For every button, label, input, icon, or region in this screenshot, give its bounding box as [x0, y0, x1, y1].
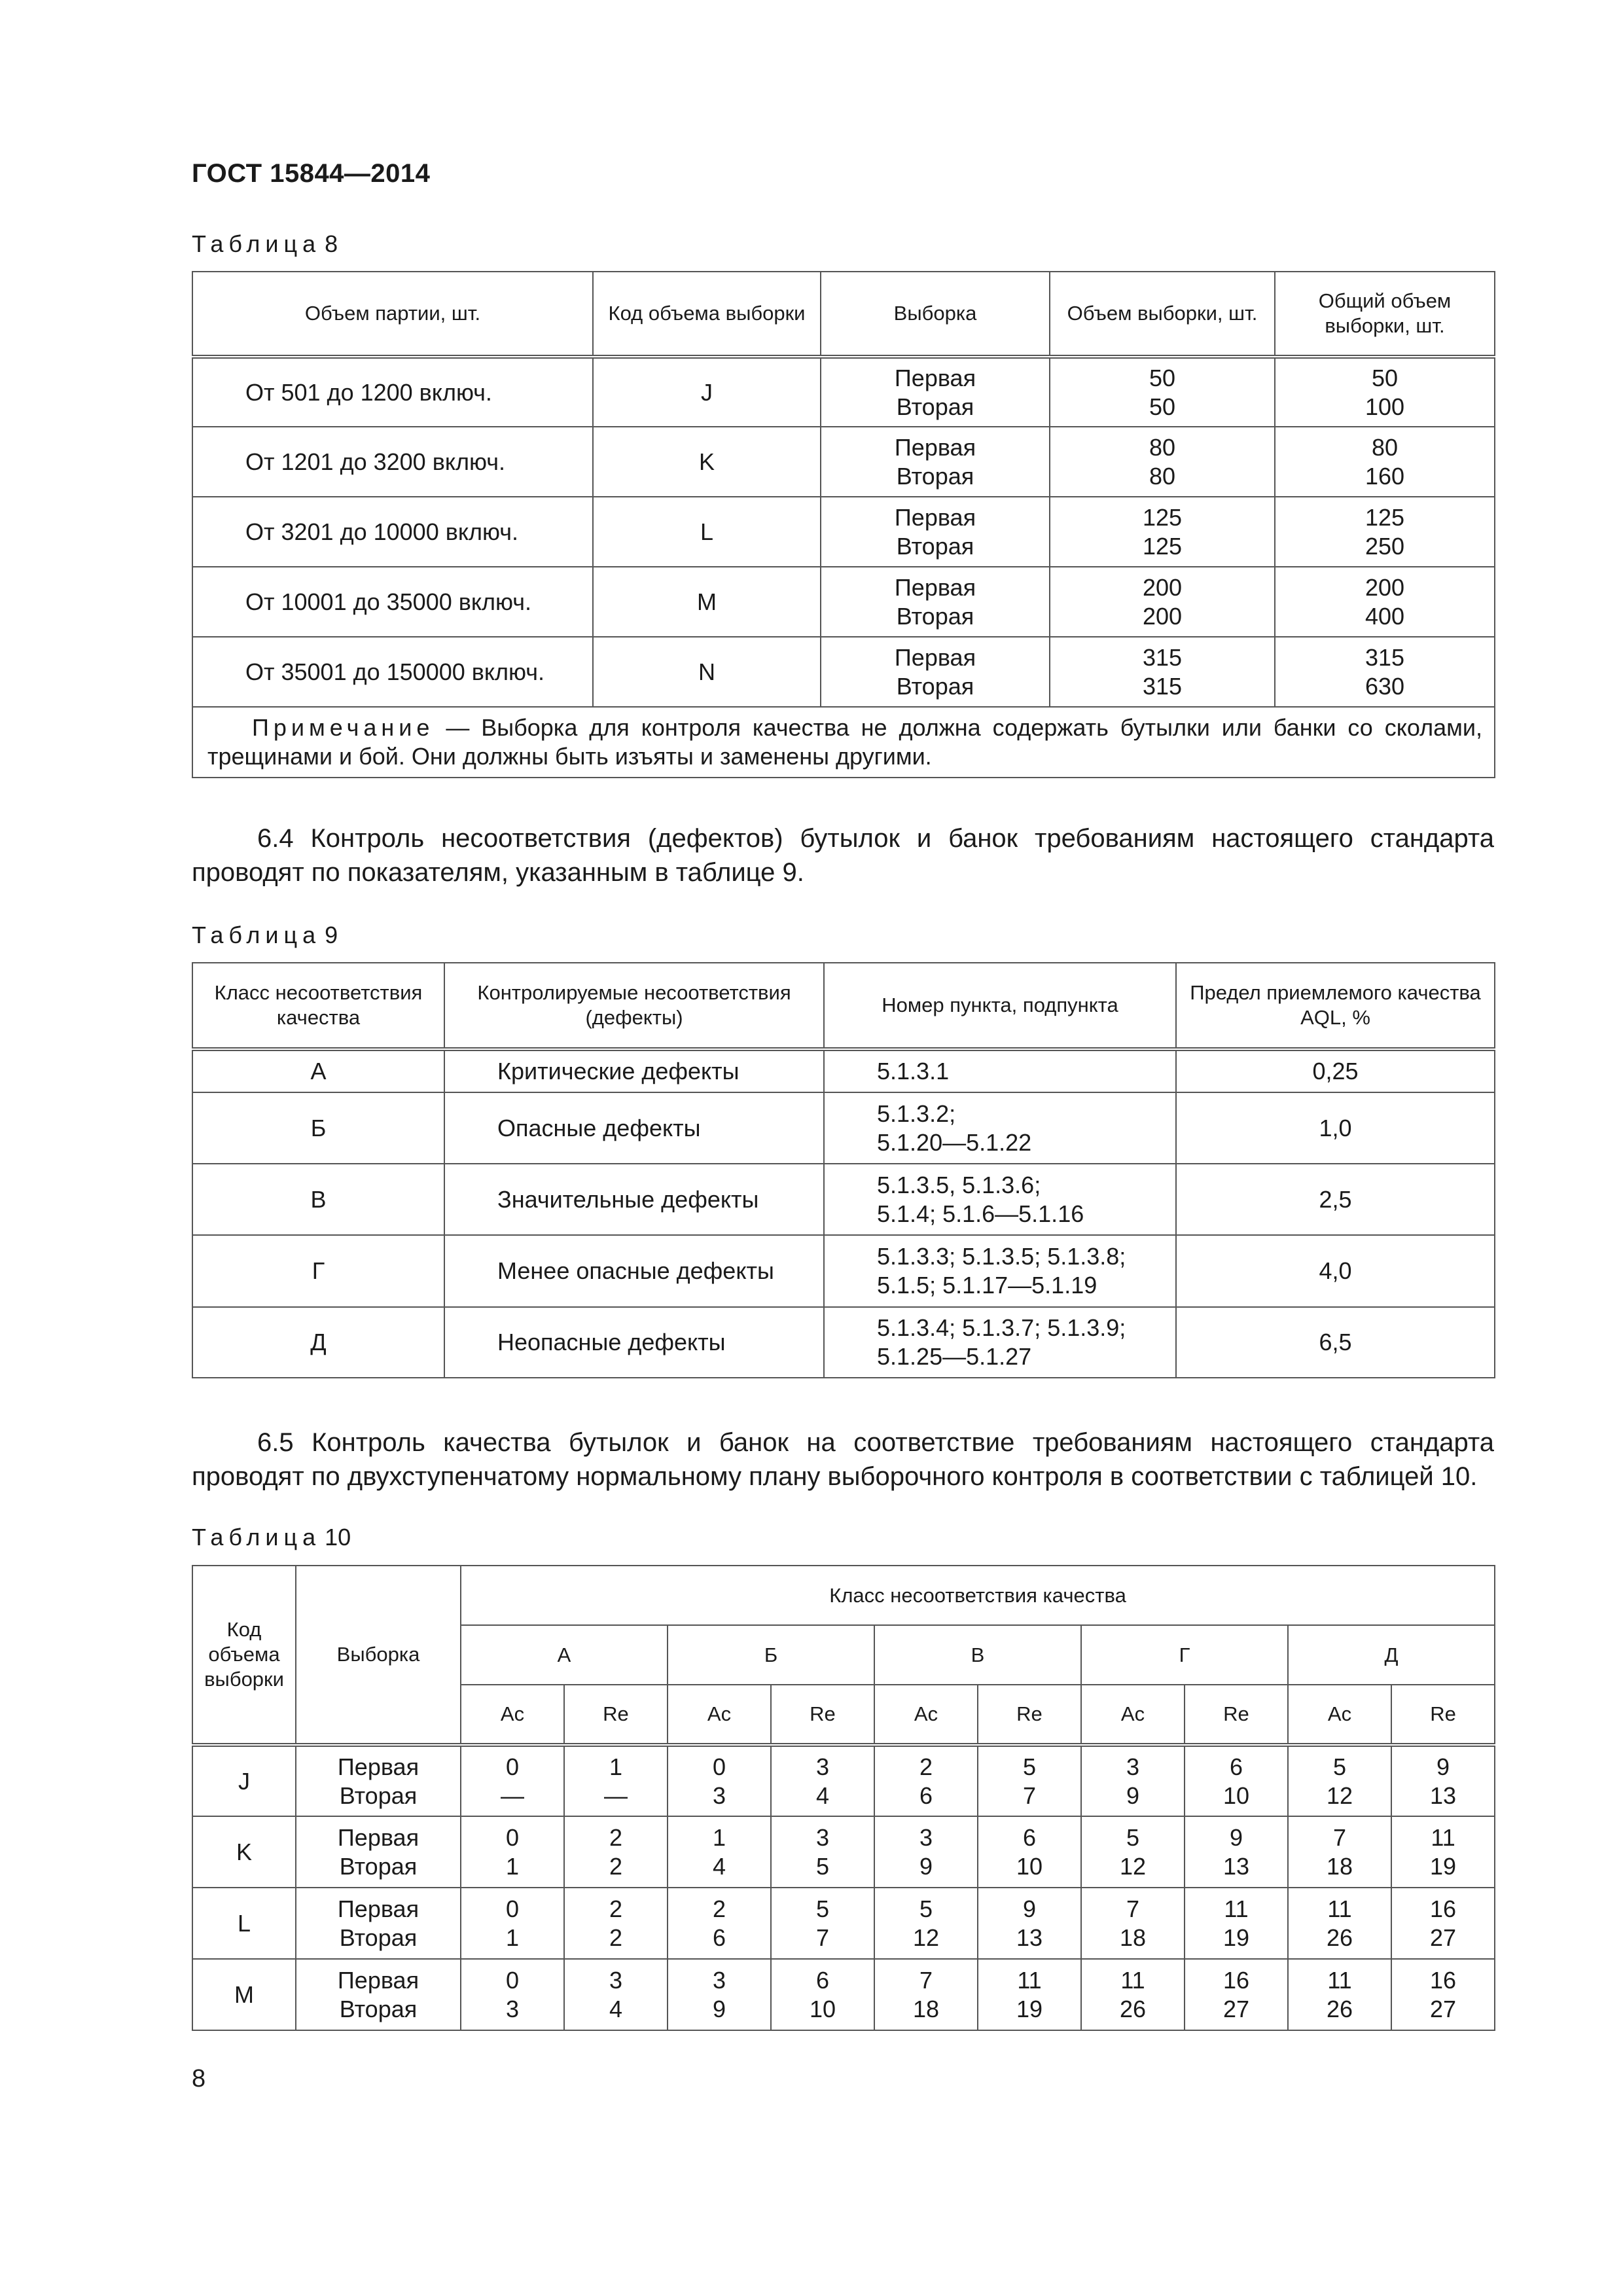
total-first: 80 — [1371, 433, 1399, 461]
table10-value-cell — [1081, 1888, 1185, 1959]
total-first: 315 — [1364, 643, 1405, 671]
value-first: 7 — [1332, 1823, 1347, 1851]
value-first: 5 — [1126, 1823, 1140, 1851]
value-second: — — [501, 1782, 524, 1809]
table-row — [192, 1888, 1495, 1959]
value-second: 12 — [912, 1924, 940, 1951]
value-second: 9 — [919, 1852, 933, 1880]
table8-total — [1275, 637, 1495, 707]
total-second: 100 — [1364, 393, 1405, 420]
value-first: 1 — [712, 1823, 726, 1851]
table-row — [192, 637, 1495, 707]
value-first: 11 — [1017, 1966, 1042, 1994]
value-second: 10 — [1016, 1852, 1043, 1880]
page-number: 8 — [192, 2065, 206, 2092]
sample-second: Вторая — [896, 672, 974, 700]
table10-value-cell — [1081, 1745, 1185, 1816]
table-row — [192, 1307, 1495, 1378]
sample-second: Вторая — [896, 602, 974, 630]
value-second: 13 — [1016, 1924, 1043, 1951]
size-second: 315 — [1142, 672, 1183, 700]
table10-value-cell — [668, 1816, 771, 1888]
sample-first: Первая — [337, 1753, 419, 1780]
table10-value-cell — [1185, 1959, 1288, 2030]
sample-first: Первая — [894, 433, 976, 461]
table10-code: K — [192, 1816, 296, 1888]
size-first: 125 — [1142, 503, 1183, 531]
table9-caption-number: 9 — [325, 922, 338, 948]
table10-code: M — [192, 1959, 296, 2030]
table9-defect: Опасные дефекты — [444, 1092, 824, 1164]
table8-code: K — [593, 427, 821, 497]
table-9 — [192, 962, 1495, 1378]
table9-header-class: Класс несоответствия качества — [192, 963, 444, 1049]
sample-first: Первая — [337, 1823, 419, 1851]
table8-sample — [821, 637, 1050, 707]
table10-caption-word: Таблица — [192, 1524, 321, 1551]
paragraph-6-5-text: 6.5 Контроль качества бутылок и банок на соответствие требованиям настоящего стандарта проводят по двухступенчатому нормальному плану выборочного контроля в соответствии с таблицей 10. — [192, 1428, 1494, 1491]
table10-ac-v: Ac — [874, 1685, 978, 1745]
value-second: 12 — [1326, 1782, 1353, 1809]
table9-class: Г — [192, 1235, 444, 1307]
sample-second: Вторая — [896, 532, 974, 560]
table8-caption-word: Таблица — [192, 230, 321, 257]
table9-header-aql: Предел приемлемого качества AQL, % — [1176, 963, 1495, 1049]
value-first: 6 — [1022, 1823, 1037, 1851]
value-second: 6 — [712, 1924, 726, 1951]
value-first: 2 — [609, 1823, 623, 1851]
size-second: 200 — [1142, 602, 1183, 630]
table10-value-cell — [668, 1959, 771, 2030]
clause-line: 5.1.3.1 — [877, 1058, 950, 1085]
value-first: 5 — [919, 1895, 933, 1922]
table10-code: J — [192, 1745, 296, 1816]
value-first: 9 — [1436, 1753, 1450, 1780]
table10-code: L — [192, 1888, 296, 1959]
value-first: 0 — [505, 1753, 520, 1780]
value-first: 6 — [1229, 1753, 1243, 1780]
table9-clause — [824, 1049, 1176, 1092]
clause-line: 5.1.3.4; 5.1.3.7; 5.1.3.9; — [877, 1314, 1126, 1341]
value-first: 5 — [1332, 1753, 1347, 1780]
table-row — [192, 1235, 1495, 1307]
sample-first: Первая — [894, 364, 976, 391]
sample-second: Вторая — [339, 1852, 418, 1880]
table10-value-cell — [771, 1745, 874, 1816]
clause-line: 5.1.3.3; 5.1.3.5; 5.1.3.8; — [877, 1243, 1126, 1270]
value-first: 2 — [609, 1895, 623, 1922]
sample-second: Вторая — [339, 1924, 418, 1951]
table10-caption — [192, 1524, 351, 1551]
table8-header-sample: Выборка — [821, 272, 1050, 357]
value-second: 9 — [712, 1995, 726, 2022]
table10-value-cell — [771, 1959, 874, 2030]
table-row — [192, 1164, 1495, 1235]
table10-value-cell — [461, 1816, 564, 1888]
table10-re-g: Re — [1185, 1685, 1288, 1745]
value-second: 26 — [1326, 1924, 1353, 1951]
table10-class-a: А — [461, 1625, 668, 1685]
table10-sample — [296, 1816, 461, 1888]
value-first: 16 — [1222, 1966, 1250, 1994]
value-first: 3 — [712, 1966, 726, 1994]
value-second: 19 — [1430, 1852, 1457, 1880]
table-8 — [192, 271, 1495, 778]
value-first: 1 — [609, 1753, 623, 1780]
value-second: 7 — [815, 1924, 830, 1951]
table9-header-clause: Номер пункта, подпункта — [824, 963, 1176, 1049]
table10-value-cell — [564, 1816, 668, 1888]
sample-second: Вторая — [896, 462, 974, 490]
table8-lot: От 1201 до 3200 включ. — [192, 427, 593, 497]
table9-class: В — [192, 1164, 444, 1235]
table10-value-cell — [978, 1959, 1081, 2030]
value-first: 11 — [1120, 1966, 1145, 1994]
table8-total — [1275, 567, 1495, 637]
table8-lot: От 3201 до 10000 включ. — [192, 497, 593, 567]
table10-header-code: Код объема выборки — [192, 1566, 296, 1745]
table10-value-cell — [978, 1745, 1081, 1816]
value-second: 10 — [809, 1995, 836, 2022]
total-first: 50 — [1371, 364, 1399, 391]
value-first: 5 — [815, 1895, 830, 1922]
table8-size — [1050, 357, 1275, 427]
clause-line: 5.1.20—5.1.22 — [877, 1128, 1032, 1156]
sample-first: Первая — [894, 643, 976, 671]
value-second: 2 — [609, 1924, 623, 1951]
sample-first: Первая — [894, 503, 976, 531]
table10-value-cell — [874, 1816, 978, 1888]
table-row — [192, 1092, 1495, 1164]
table8-header-lot: Объем партии, шт. — [192, 272, 593, 357]
table10-value-cell — [1185, 1745, 1288, 1816]
table10-value-cell — [461, 1888, 564, 1959]
table9-caption — [192, 922, 338, 949]
table8-header-total: Общий объем выборки, шт. — [1275, 272, 1495, 357]
table10-value-cell — [564, 1959, 668, 2030]
value-first: 11 — [1327, 1895, 1352, 1922]
table10-value-cell — [978, 1816, 1081, 1888]
value-second: 19 — [1222, 1924, 1250, 1951]
table10-header-class: Класс несоответствия качества — [461, 1566, 1495, 1625]
table10-re-d: Re — [1391, 1685, 1495, 1745]
table10-value-cell — [1391, 1888, 1495, 1959]
value-second: — — [604, 1782, 628, 1809]
table8-code: J — [593, 357, 821, 427]
clause-line: 5.1.3.2; — [877, 1100, 956, 1127]
table-row — [192, 427, 1495, 497]
table8-sample — [821, 497, 1050, 567]
value-first: 0 — [505, 1895, 520, 1922]
value-second: 4 — [609, 1995, 623, 2022]
table9-aql: 1,0 — [1176, 1092, 1495, 1164]
value-first: 9 — [1022, 1895, 1037, 1922]
table10-value-cell — [1391, 1959, 1495, 2030]
value-first: 0 — [505, 1966, 520, 1994]
value-second: 6 — [919, 1782, 933, 1809]
table10-sample — [296, 1959, 461, 2030]
table8-total — [1275, 357, 1495, 427]
paragraph-6-4-text: 6.4 Контроль несоответствия (дефектов) бутылок и банок требованиям настоящего стандарта проводят по показателям, указанным в таблице 9. — [192, 824, 1494, 887]
table9-aql: 2,5 — [1176, 1164, 1495, 1235]
value-first: 7 — [1126, 1895, 1140, 1922]
sample-second: Вторая — [896, 393, 974, 420]
table9-defect: Критические дефекты — [444, 1049, 824, 1092]
table10-value-cell — [1391, 1816, 1495, 1888]
table-row — [192, 497, 1495, 567]
table10-value-cell — [461, 1745, 564, 1816]
table10-re-b: Re — [771, 1685, 874, 1745]
table8-lot: От 501 до 1200 включ. — [192, 357, 593, 427]
table9-defect: Менее опасные дефекты — [444, 1235, 824, 1307]
value-first: 2 — [712, 1895, 726, 1922]
table10-value-cell — [564, 1888, 668, 1959]
table8-lot: От 35001 до 150000 включ. — [192, 637, 593, 707]
table10-value-cell — [1081, 1959, 1185, 2030]
size-second: 80 — [1149, 462, 1176, 490]
table10-ac-a: Ac — [461, 1685, 564, 1745]
document-header: ГОСТ 15844—2014 — [192, 159, 431, 188]
table9-aql: 6,5 — [1176, 1307, 1495, 1378]
size-second: 50 — [1149, 393, 1176, 420]
value-second: 19 — [1016, 1995, 1043, 2022]
sample-second: Вторая — [339, 1995, 418, 2022]
table9-clause — [824, 1307, 1176, 1378]
clause-line: 5.1.4; 5.1.6—5.1.16 — [877, 1200, 1084, 1227]
value-second: 7 — [1022, 1782, 1037, 1809]
table8-header-code: Код объема выборки — [593, 272, 821, 357]
table-row — [192, 1745, 1495, 1816]
table9-class: Д — [192, 1307, 444, 1378]
table10-ac-d: Ac — [1288, 1685, 1391, 1745]
table-row — [192, 567, 1495, 637]
value-first: 0 — [712, 1753, 726, 1780]
value-first: 3 — [919, 1823, 933, 1851]
table9-class: Б — [192, 1092, 444, 1164]
value-second: 12 — [1119, 1852, 1147, 1880]
table8-code: N — [593, 637, 821, 707]
table10-value-cell — [1391, 1745, 1495, 1816]
value-second: 4 — [815, 1782, 830, 1809]
value-second: 27 — [1222, 1995, 1250, 2022]
table9-caption-word: Таблица — [192, 922, 321, 948]
clause-line: 5.1.3.5, 5.1.3.6; — [877, 1171, 1041, 1198]
value-first: 11 — [1431, 1823, 1455, 1851]
table9-defect: Значительные дефекты — [444, 1164, 824, 1235]
table9-defect: Неопасные дефекты — [444, 1307, 824, 1378]
value-second: 13 — [1430, 1782, 1457, 1809]
table10-class-v: В — [874, 1625, 1081, 1685]
clause-line: 5.1.25—5.1.27 — [877, 1343, 1032, 1370]
total-second: 400 — [1364, 602, 1405, 630]
size-first: 50 — [1149, 364, 1176, 391]
table10-value-cell — [874, 1745, 978, 1816]
value-second: 10 — [1222, 1782, 1250, 1809]
table8-sample — [821, 567, 1050, 637]
total-first: 125 — [1364, 503, 1405, 531]
table10-value-cell — [564, 1745, 668, 1816]
sample-second: Вторая — [339, 1782, 418, 1809]
value-second: 1 — [505, 1924, 520, 1951]
table10-caption-number: 10 — [325, 1524, 351, 1551]
value-first: 11 — [1224, 1895, 1249, 1922]
size-first: 315 — [1142, 643, 1183, 671]
sample-first: Первая — [894, 573, 976, 601]
value-second: 18 — [1326, 1852, 1353, 1880]
table10-header-sample: Выборка — [296, 1566, 461, 1745]
table10-ac-g: Ac — [1081, 1685, 1185, 1745]
total-second: 250 — [1364, 532, 1405, 560]
table10-value-cell — [1288, 1745, 1391, 1816]
table10-value-cell — [874, 1888, 978, 1959]
value-first: 16 — [1430, 1895, 1457, 1922]
value-second: 3 — [505, 1995, 520, 2022]
table8-caption-number: 8 — [325, 230, 338, 257]
value-first: 3 — [609, 1966, 623, 1994]
table9-aql: 4,0 — [1176, 1235, 1495, 1307]
table-row — [192, 1816, 1495, 1888]
table10-value-cell — [668, 1888, 771, 1959]
sample-first: Первая — [337, 1966, 419, 1994]
table8-lot: От 10001 до 35000 включ. — [192, 567, 593, 637]
value-second: 2 — [609, 1852, 623, 1880]
table9-class: А — [192, 1049, 444, 1092]
table10-value-cell — [461, 1959, 564, 2030]
table8-total — [1275, 497, 1495, 567]
table9-aql: 0,25 — [1176, 1049, 1495, 1092]
table10-re-v: Re — [978, 1685, 1081, 1745]
table10-value-cell — [1081, 1816, 1185, 1888]
sample-first: Первая — [337, 1895, 419, 1922]
total-second: 630 — [1364, 672, 1405, 700]
table-10 — [192, 1565, 1495, 2031]
table10-value-cell — [1185, 1816, 1288, 1888]
table10-re-a: Re — [564, 1685, 668, 1745]
note-text: — Выборка для контроля качества не должна содержать бутылки или банки со сколами, трещинами и бой. Они должны быть изъяты и заменены другими. — [207, 714, 1482, 770]
table9-clause — [824, 1164, 1176, 1235]
table9-clause — [824, 1092, 1176, 1164]
table-row — [192, 1959, 1495, 2030]
table-row — [192, 1049, 1495, 1092]
value-first: 2 — [919, 1753, 933, 1780]
value-first: 0 — [505, 1823, 520, 1851]
table8-size — [1050, 427, 1275, 497]
table8-total — [1275, 427, 1495, 497]
value-second: 27 — [1430, 1995, 1457, 2022]
value-second: 1 — [505, 1852, 520, 1880]
table10-class-g: Г — [1081, 1625, 1288, 1685]
table-row — [192, 357, 1495, 427]
table8-size — [1050, 497, 1275, 567]
table10-value-cell — [771, 1888, 874, 1959]
table10-value-cell — [1288, 1816, 1391, 1888]
value-first: 7 — [919, 1966, 933, 1994]
table9-clause — [824, 1235, 1176, 1307]
table8-size — [1050, 637, 1275, 707]
table8-code: M — [593, 567, 821, 637]
table10-value-cell — [1288, 1888, 1391, 1959]
clause-line: 5.1.5; 5.1.17—5.1.19 — [877, 1272, 1097, 1299]
value-second: 4 — [712, 1852, 726, 1880]
total-first: 200 — [1364, 573, 1405, 601]
size-first: 200 — [1142, 573, 1183, 601]
value-second: 26 — [1119, 1995, 1147, 2022]
table10-value-cell — [1185, 1888, 1288, 1959]
table8-sample — [821, 357, 1050, 427]
value-second: 18 — [1119, 1924, 1147, 1951]
table10-class-b: Б — [668, 1625, 874, 1685]
table8-code: L — [593, 497, 821, 567]
table10-value-cell — [874, 1959, 978, 2030]
value-first: 3 — [1126, 1753, 1140, 1780]
value-second: 27 — [1430, 1924, 1457, 1951]
value-second: 5 — [815, 1852, 830, 1880]
value-first: 5 — [1022, 1753, 1037, 1780]
table8-sample — [821, 427, 1050, 497]
table10-class-d: Д — [1288, 1625, 1495, 1685]
value-first: 3 — [815, 1753, 830, 1780]
paragraph-6-4 — [192, 821, 1494, 889]
table10-ac-b: Ac — [668, 1685, 771, 1745]
size-first: 80 — [1149, 433, 1176, 461]
table10-sample — [296, 1745, 461, 1816]
table10-value-cell — [668, 1745, 771, 1816]
table8-note — [192, 707, 1495, 778]
value-first: 16 — [1430, 1966, 1457, 1994]
total-second: 160 — [1364, 462, 1405, 490]
value-second: 26 — [1326, 1995, 1353, 2022]
value-first: 11 — [1327, 1966, 1352, 1994]
value-second: 9 — [1126, 1782, 1140, 1809]
value-first: 3 — [815, 1823, 830, 1851]
table10-value-cell — [1288, 1959, 1391, 2030]
table8-caption — [192, 230, 338, 258]
value-first: 9 — [1229, 1823, 1243, 1851]
table8-size — [1050, 567, 1275, 637]
table10-value-cell — [978, 1888, 1081, 1959]
size-second: 125 — [1142, 532, 1183, 560]
table9-header-defects: Контролируемые несоответствия (дефекты) — [444, 963, 824, 1049]
table10-sample — [296, 1888, 461, 1959]
value-first: 6 — [815, 1966, 830, 1994]
paragraph-6-5 — [192, 1426, 1494, 1494]
table10-value-cell — [771, 1816, 874, 1888]
value-second: 13 — [1222, 1852, 1250, 1880]
table8-header-size: Объем выборки, шт. — [1050, 272, 1275, 357]
value-second: 3 — [712, 1782, 726, 1809]
note-label: Примечание — [252, 714, 435, 741]
value-second: 18 — [912, 1995, 940, 2022]
